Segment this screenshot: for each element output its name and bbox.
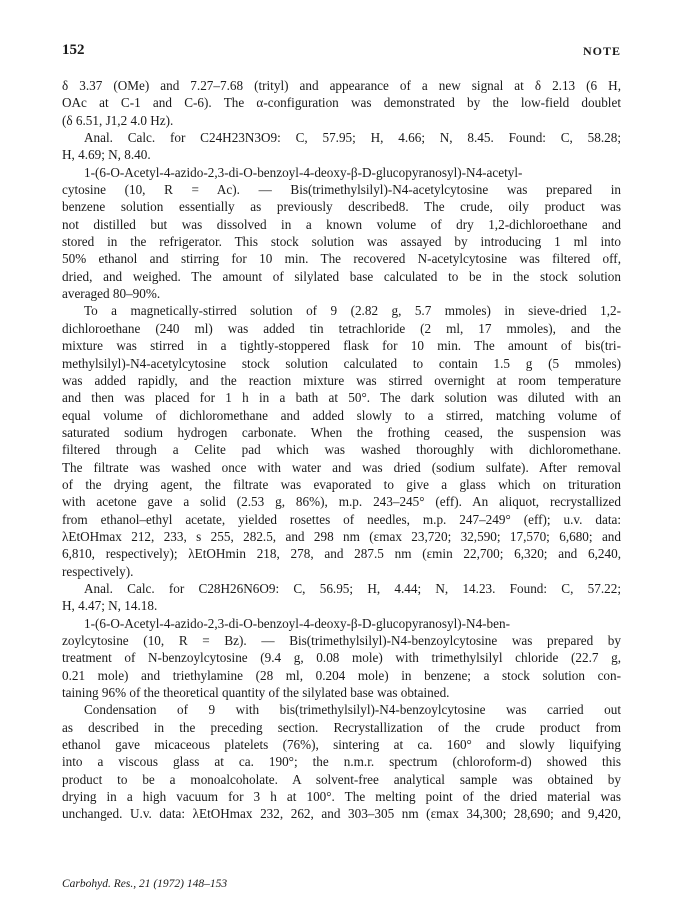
text-line: drying in a high vacuum for 3 h at 100°. The melting point of the dried material was bbox=[62, 789, 621, 805]
text-line: product to be a monoalcoholate. A solvent-free analytical sample was obtained by bbox=[62, 771, 621, 787]
text-line: benzene solution essentially as previously described8. The crude, oily product was bbox=[62, 199, 621, 215]
text-line: 1-(6-O-Acetyl-4-azido-2,3-di-O-benzoyl-4-deoxy-β-D-glucopyranosyl)-N4-acetyl- bbox=[84, 164, 523, 180]
text-line: Anal. Calc. for C24H23N3O9: C, 57.95; H, 4.66; N, 8.45. Found: C, 58.28; bbox=[84, 130, 621, 146]
text-line: methylsilyl)-N4-acetylcytosine stock solution calculated to contain 1.5 g (5 mmoles) bbox=[62, 355, 621, 371]
text-line: cytosine (10, R = Ac). — Bis(trimethylsilyl)-N4-acetylcytosine was prepared in bbox=[62, 182, 621, 198]
text-line: and then was placed for 1 h in a bath at 50°. The dark solution was diluted with an bbox=[62, 390, 621, 406]
text-line: treatment of N-benzoylcytosine (9.4 g, 0.08 mole) with trimethylsilyl chloride (22.7 g, bbox=[62, 650, 621, 666]
text-line: saturated sodium hydrogen carbonate. When the frothing ceased, the suspension was bbox=[62, 424, 621, 440]
text-line: OAc at C-1 and C-6). The α-configuration was demonstrated by the low-field doublet bbox=[62, 95, 621, 111]
text-line: filtered through a Celite pad which was washed thoroughly with dichloromethane. bbox=[62, 442, 621, 458]
text-line: dichloroethane (240 ml) was added tin tetrachloride (2 ml, 17 mmoles), and the bbox=[62, 320, 621, 336]
text-line: dried, and weighed. The amount of silylated base calculated to be in the stock solution bbox=[62, 268, 621, 284]
text-line: equal volume of dichloromethane and added slowly to a stirred, matching volume of bbox=[62, 407, 621, 423]
text-line: H, 4.47; N, 14.18. bbox=[62, 598, 158, 614]
journal-citation: Carbohyd. Res., 21 (1972) 148–153 bbox=[62, 878, 228, 890]
text-line: mixture was stirred in a tightly-stoppered flask for 10 min. The amount of bis(tri- bbox=[62, 338, 621, 354]
text-line: To a magnetically-stirred solution of 9 (2.82 g, 5.7 mmoles) in sieve-dried 1,2- bbox=[84, 303, 621, 319]
text-line: as described in the preceding section. Recrystallization of the crude product from bbox=[62, 719, 621, 735]
article-body bbox=[62, 77, 621, 823]
text-line: 6,810, respectively); λEtOHmin 218, 278, and 287.5 nm (εmin 22,700; 6,320; and 6,240, bbox=[62, 546, 621, 562]
text-line: The filtrate was washed once with water and was dried (sodium sulfate). After removal bbox=[62, 459, 621, 475]
page-number: 152 bbox=[62, 42, 85, 58]
text-line: 50% ethanol and stirring for 10 min. The recovered N-acetylcytosine was filtered off, bbox=[62, 251, 621, 267]
text-line: not distilled but was dissolved in a known volume of dry 1,2-dichloroethane and bbox=[62, 216, 621, 232]
text-line: stored in the refrigerator. This stock solution was assayed by introducing 1 ml into bbox=[62, 234, 621, 250]
text-line: averaged 80–90%. bbox=[62, 286, 161, 302]
text-line: taining 96% of the theoretical quantity of the silylated base was obtained. bbox=[62, 685, 450, 701]
text-line: λEtOHmax 212, 233, s 255, 282.5, and 298 nm (εmax 23,720; 32,590; 17,570; 6,680; and bbox=[62, 528, 621, 544]
page-header bbox=[62, 42, 621, 64]
text-line: H, 4.69; N, 8.40. bbox=[62, 147, 151, 163]
text-line: of the drying agent, the filtrate was evaporated to give a glass which on trituration bbox=[62, 476, 621, 492]
text-line: into a viscous glass at ca. 190°; the n.m.r. spectrum (chloroform-d) showed this bbox=[62, 754, 621, 770]
text-line: δ 3.37 (OMe) and 7.27–7.68 (trityl) and appearance of a new signal at δ 2.13 (6 H, bbox=[62, 78, 621, 93]
text-line: Condensation of 9 with bis(trimethylsilyl)-N4-benzoylcytosine was carried out bbox=[84, 702, 621, 718]
text-line: Anal. Calc. for C28H26N6O9: C, 56.95; H, 4.44; N, 14.23. Found: C, 57.22; bbox=[84, 580, 621, 596]
text-line: respectively). bbox=[62, 563, 134, 579]
text-line: with acetone gave a solid (2.53 g, 86%), m.p. 243–245° (eff). An aliquot, recrystallized bbox=[62, 494, 621, 510]
section-label: NOTE bbox=[582, 44, 621, 58]
text-line: zoylcytosine (10, R = Bz). — Bis(trimethylsilyl)-N4-benzoylcytosine was prepared by bbox=[62, 633, 621, 648]
text-line: 0.21 mole) and triethylamine (28 ml, 0.204 mole) in benzene; a stock solution con- bbox=[62, 667, 621, 683]
text-line: ethanol gave micaceous platelets (76%), sintering at ca. 160° and slowly liquifying bbox=[62, 737, 621, 753]
text-line: from ethanol–ethyl acetate, yielded rosettes of needles, m.p. 247–249° (eff); u.v. data: bbox=[62, 511, 621, 527]
text-line: unchanged. U.v. data: λEtOHmax 232, 262, and 303–305 nm (εmax 34,300; 28,690; and 9,420, bbox=[62, 806, 621, 822]
text-line: 1-(6-O-Acetyl-4-azido-2,3-di-O-benzoyl-4-deoxy-β-D-glucopyranosyl)-N4-ben- bbox=[84, 615, 510, 631]
text-line: was added rapidly, and the reaction mixture was stirred overnight at room temperature bbox=[62, 372, 621, 388]
text-line: (δ 6.51, J1,2 4.0 Hz). bbox=[62, 112, 174, 128]
